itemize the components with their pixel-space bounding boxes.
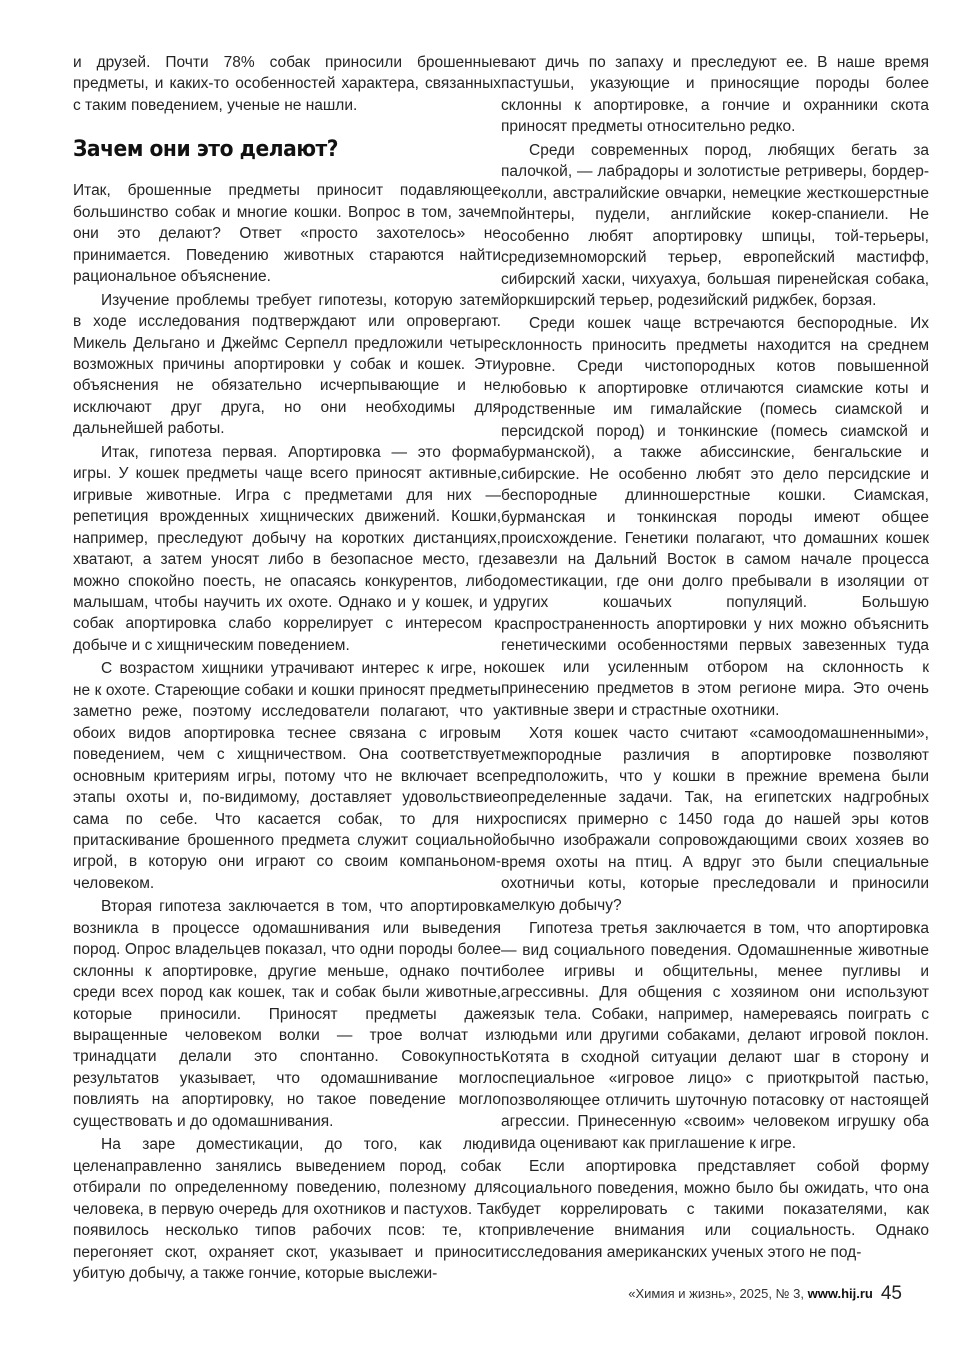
right-column <box>501 52 929 1263</box>
paragraph: Среди кошек чаще встречаются беспородные. Их склонность приносить предметы находится на среднем уровне. Среди чистопородных котов повышенной любовью к апортировке отличаются сиамские коты и родственные им гималайские (помесь сиамской и персидской пород) и тонкинские (помесь сиамской и бурманской), а также абиссинские, бенгальские и сибирские. Не особенно любят это дело персидские и беспородные длинношерстные кошки. Сиамская, бурманская и тонкинская породы имеют общее происхождение. Генетики полагают, что домашних кошек завезли на Дальний Восток в самом начале процесса доместикации, где они долго пребывали в изоляции от других кошачьих популяций. Большую распространенность апортировки у них можно объяснить генетическими особенностями первых завезенных туда кошек или усиленным отбором на склонность к принесению предметов в этом регионе мира. Это очень активные звери и страстные охотники. <box>501 315 929 719</box>
journal-citation: «Химия и жизнь», 2025, № 3, <box>628 1286 808 1301</box>
paragraph: вают дичь по запаху и преследуют ее. В наше время пастушьи, указующие и приносящие породы более склонны к апортировке, а гончие и охранники скота приносят предметы относительно редко. <box>501 54 929 136</box>
paragraph: Если апортировка представляет собой форму социального поведения, можно было бы ожидать, что она будет коррелировать с такими показателями, как привлечение внимания или социальность. Однако исследования американских ученых этого не под- <box>501 1158 929 1261</box>
page-number: 45 <box>880 1283 902 1304</box>
paragraph: Среди современных пород, любящих бегать за палочкой, — лабрадоры и золотистые ретриверы, бордер-колли, австралийские овчарки, немецкие жесткошерстные пойнтеры, пудели, английские кокер-спаниели. Не особенно любят апортировку шпицы, той-терьеры, средиземноморский терьер, европейский мастифф, сибирский хаски, чихуахуа, большая пиренейская собака, йоркширский терьер, родезийский риджбек, борзая. <box>501 141 929 309</box>
paragraph: Хотя кошек часто считают «самоодомашненными», межпородные различия в апортировке позволяют предположить, что у кошки в прежние времена были определенные задачи. Так, на египетских надгробных росписях примерно с 1450 года до нашей эры котов обычно изображали сопровождающими своих хозяев во время охоты на птиц. А вдруг это были специальные охотничьи коты, которые преследовали и приносили мелкую добычу? <box>501 725 929 914</box>
paragraph: Изучение проблемы требует гипотезы, которую затем в ходе исследования подтверждают или опровергают. Микель Дельгано и Джеймс Серпелл предложили четыре возможных причины апортировки у собак и кошек. Эти объяснения не обязательно исчерпывающие и не исключают друг друга, но они необходимы для дальнейшей работы. <box>73 291 501 438</box>
paragraph: Итак, гипотеза первая. Апортировка — это форма игры. У кошек предметы чаще всего приносят активные, игривые животные. Игра с предметами для них — репетиция врожденных хищнических движений. Кошки, например, преследуют добычу на коротких дистанциях, хватают, а затем уносят либо в безопасное место, где можно спокойно поесть, не опасаясь конкурентов, либо малышам, чтобы научить их охоте. Однако и у кошек, и у собак апортировка слабо коррелирует с интересом к добыче и с хищническим поведением. <box>73 443 501 654</box>
paragraph: Гипотеза третья заключается в том, что апортировка — вид социального поведения. Одомашненные животные более игривы и общительны, менее пугливы и агрессивны. Для общения с хозяином они используют язык тела. Собаки, например, намереваясь поиграть с людьми или другими собаками, делают игровой поклон. Котята в сходной ситуации делают шаг в сторону и специальное «игровое лицо» с приоткрытой пастью, позволяющее отличить шуточную потасовку от настоящей агрессии. Принесенную «своим» человеком игрушку оба вида оценивают как приглашение к игре. <box>501 920 929 1152</box>
page-footer <box>628 1283 902 1305</box>
paragraph: Вторая гипотеза заключается в том, что апортировка возникла в процессе одомашнивания или выведения пород. Опрос владельцев показал, что одни породы более склонны к апортировке, другие меньше, однако почти среди всех пород как кошек, так и собак были животные, которые приносили. Приносят предметы даже выращенные человеком волки — трое волчат из тринадцати делали это спонтанно. Совокупность результатов указывает, что одомашнивание могло повлиять на апортировку, но такое поведение могло существовать и до одомашнивания. <box>73 898 501 1130</box>
paragraph: Итак, брошенные предметы приносит подавляющее большинство собак и многие кошки. Вопрос в том, зачем они это делают? Ответ «просто захотелось» не принимается. Поведению животных стараются найти рациональное объяснение. <box>73 182 501 286</box>
paragraph: и друзей. Почти 78% собак приносили брошенные предметы, и каких-то особенностей характера, связанных с таким поведением, ученые не нашли. <box>73 54 501 114</box>
section-heading: Зачем они это делают? <box>73 137 339 163</box>
paragraph: На заре доместикации, до того, как люди целенаправленно занялись выведением пород, собак отбирали по определенному поведению, полезному для человека, в первую очередь для охотников и пастухов. Так появилось несколько типов рабочих псов: те, кто перегоняет скот, охраняет скот, указывает и приносит убитую добычу, а также гончие, которые выслежи- <box>73 1136 501 1283</box>
website-link[interactable]: www.hij.ru <box>807 1286 873 1301</box>
paragraph: С возрастом хищники утрачивают интерес к игре, но не к охоте. Стареющие собаки и кошки приносят предметы заметно реже, поэтому исследователи полагают, что у обоих видов апортировка теснее связана с игровым поведением, чем с хищничеством. Она соответствует основным критериям игры, потому что не включает все этапы охоты и, по-видимому, доставляет удовольствие сама по себе. Что касается собак, то для них притаскивание брошенного предмета служит социальной игрой, в которую они играют со своим компаньоном-человеком. <box>73 660 501 892</box>
left-column <box>73 52 501 1284</box>
